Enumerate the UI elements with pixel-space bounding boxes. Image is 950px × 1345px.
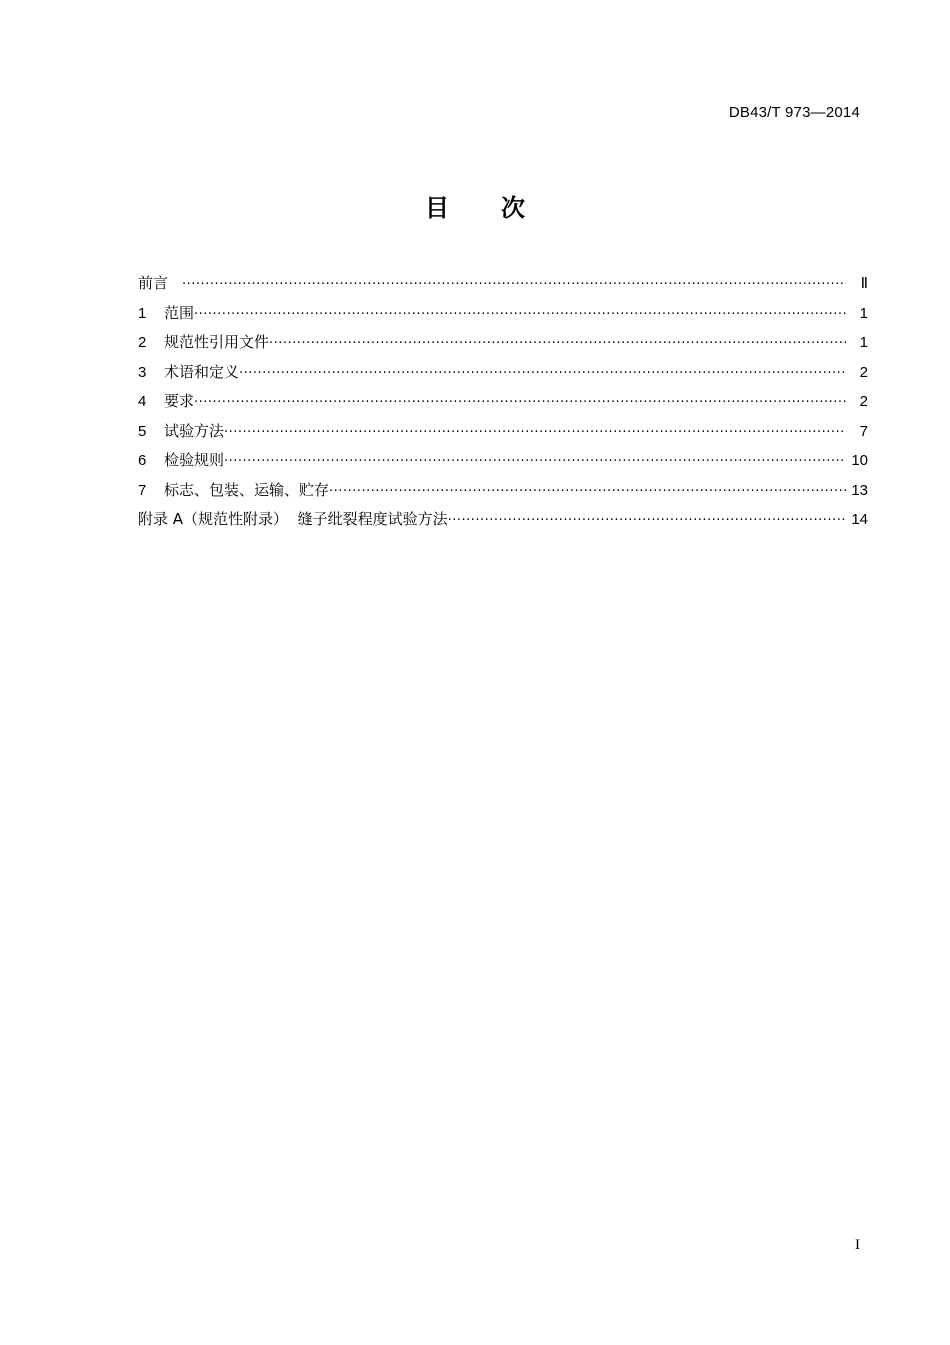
toc-leader-dots (194, 302, 846, 327)
toc-leader-dots (194, 390, 846, 415)
toc-entry-page: 1 (859, 304, 868, 322)
toc-entry-number: 5 (138, 422, 147, 440)
toc-entry-number: 2 (138, 334, 147, 351)
toc-entry-label: 标志、包装、运输、贮存 (164, 480, 330, 499)
toc-entry-number: 4 (138, 393, 147, 410)
toc-leader-dots (224, 449, 846, 474)
toc-entry-test-methods[interactable] (138, 419, 868, 449)
toc-entry-marking-packaging[interactable] (138, 478, 868, 508)
toc-entry-page: 7 (859, 422, 868, 440)
title-char-1: 目 (425, 194, 449, 222)
toc-entry-number: 6 (138, 452, 147, 469)
table-of-contents (138, 271, 868, 537)
toc-entry-page: 1 (859, 334, 868, 351)
toc-leader-dots (269, 331, 846, 356)
toc-entry-page: Ⅱ (860, 276, 868, 292)
toc-leader-dots (224, 420, 846, 445)
toc-entry-label: 规范性引用文件 (164, 333, 270, 351)
toc-entry-label: 试验方法 (164, 421, 225, 440)
toc-entry-number: 1 (138, 304, 147, 322)
toc-entry-label: 范围 (164, 303, 195, 322)
toc-entry-number: 3 (138, 363, 147, 381)
toc-entry-label: 术语和定义 (164, 362, 240, 381)
title-char-2: 次 (501, 194, 525, 222)
toc-entry-label: 要求 (164, 392, 195, 410)
toc-leader-dots (239, 361, 846, 386)
toc-entry-label: 前言 (138, 274, 169, 292)
toc-leader-dots (448, 508, 846, 533)
toc-entry-preface[interactable] (138, 271, 868, 301)
page-title (0, 188, 950, 223)
toc-leader-dots (329, 479, 846, 504)
toc-entry-label: 附录 A（规范性附录） 缝子纰裂程度试验方法 (138, 510, 448, 528)
toc-entry-page: 2 (859, 363, 868, 381)
page-number: I (855, 1237, 860, 1253)
toc-entry-label: 检验规则 (164, 451, 225, 469)
toc-leader-dots (182, 272, 846, 297)
toc-entry-requirements[interactable] (138, 389, 868, 419)
toc-entry-page: 2 (859, 393, 868, 410)
standard-code: DB43/T 973—2014 (728, 104, 860, 121)
toc-entry-number: 7 (138, 481, 147, 499)
toc-entry-scope[interactable] (138, 301, 868, 331)
toc-entry-terms-definitions[interactable] (138, 360, 868, 390)
toc-entry-page: 14 (851, 511, 868, 528)
toc-entry-annex-a[interactable] (138, 507, 868, 537)
toc-entry-page: 10 (851, 452, 868, 469)
toc-entry-normative-references[interactable] (138, 330, 868, 360)
toc-entry-inspection-rules[interactable] (138, 448, 868, 478)
toc-entry-page: 13 (851, 481, 868, 499)
